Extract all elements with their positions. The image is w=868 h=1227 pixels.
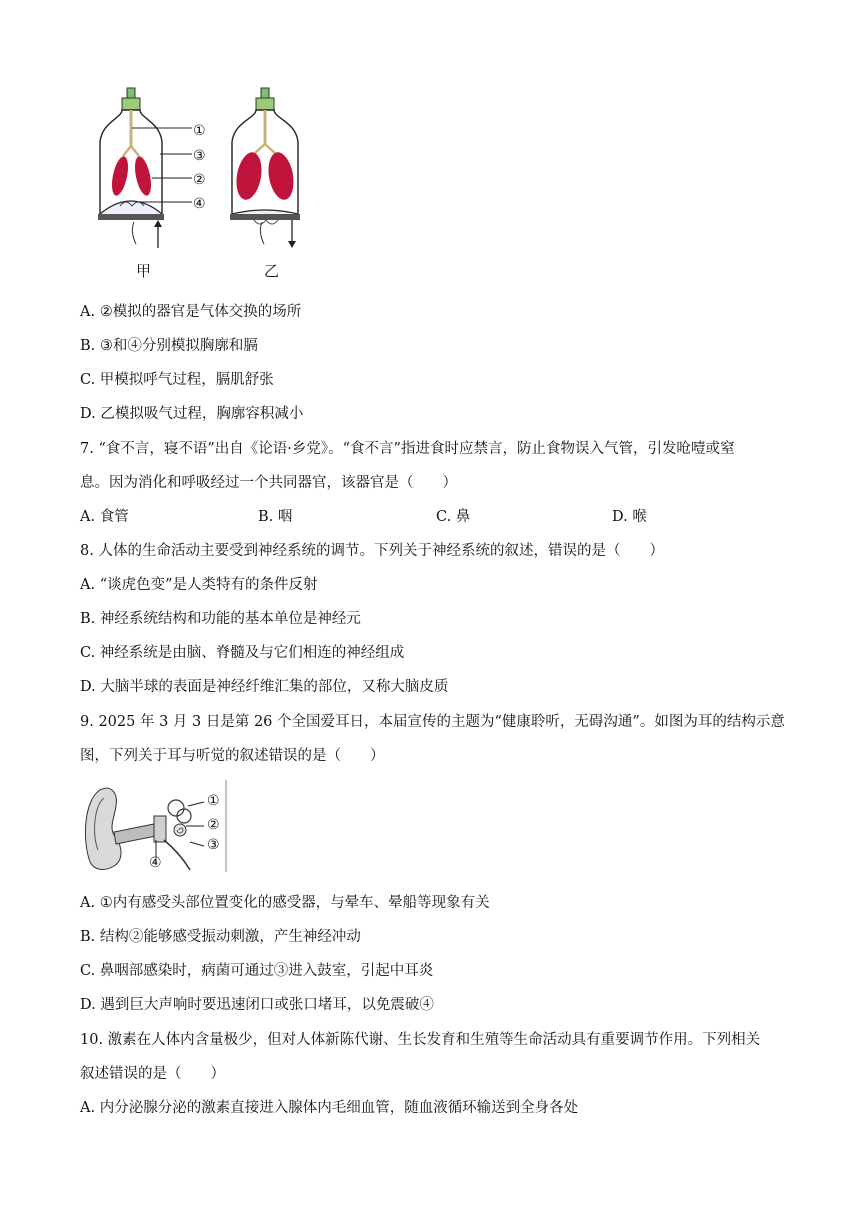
q10-stem-line1: 10. 激素在人体内含量极少，但对人体新陈代谢、生长发育和生殖等生命活动具有重要调节作用。下列相关 [80, 1032, 761, 1048]
marker-2: ② [193, 172, 206, 188]
q6-option-a: A. ②模拟的器官是气体交换的场所 [80, 304, 302, 320]
marker-1: ① [193, 123, 206, 139]
q9-option-d: D. 遇到巨大声响时要迅速闭口或张口堵耳，以免震破④ [80, 997, 434, 1013]
q9-option-a: A. ①内有感受头部位置变化的感受器，与晕车、晕船等现象有关 [80, 895, 490, 911]
q8-option-c: C. 神经系统是由脑、脊髓及与它们相连的神经组成 [80, 645, 405, 661]
q9-option-b: B. 结构②能够感受振动刺激，产生神经冲动 [80, 929, 361, 945]
q7-option-c: C. 鼻 [436, 509, 471, 525]
q9-stem-line1: 9. 2025 年 3 月 3 日是第 26 个全国爱耳日，本届宣传的主题为“健康聆听，无碍沟通”。如图为耳的结构示意 [80, 714, 785, 730]
figure-label-jia: 甲 [136, 262, 152, 280]
q8-stem: 8. 人体的生命活动主要受到神经系统的调节。下列关于神经系统的叙述，错误的是（ ） [80, 543, 664, 559]
q7-option-d: D. 喉 [612, 509, 647, 525]
q6-option-c: C. 甲模拟呼气过程，膈肌舒张 [80, 372, 274, 388]
ear-marker-2: ② [207, 817, 220, 833]
ear-marker-4: ④ [149, 855, 162, 871]
q10-stem-line2: 叙述错误的是（ ） [80, 1066, 225, 1082]
q6-option-d: D. 乙模拟吸气过程，胸廓容积减小 [80, 406, 304, 422]
q8-option-a: A. “谈虎色变”是人类特有的条件反射 [80, 577, 318, 593]
q8-option-d: D. 大脑半球的表面是神经纤维汇集的部位，又称大脑皮质 [80, 679, 449, 695]
bell-jar-model-figure-right [224, 84, 314, 260]
q6-option-b: B. ③和④分别模拟胸廓和膈 [80, 338, 258, 354]
q9-stem-line2: 图，下列关于耳与听觉的叙述错误的是（ ） [80, 748, 385, 764]
q7-option-a: A. 食管 [80, 509, 129, 525]
ear-marker-3: ③ [207, 837, 220, 853]
q7-option-b: B. 咽 [258, 509, 293, 525]
q9-option-c: C. 鼻咽部感染时，病菌可通过③进入鼓室，引起中耳炎 [80, 963, 434, 979]
marker-3: ③ [193, 148, 206, 164]
q7-stem-line2: 息。因为消化和呼吸经过一个共同器官，该器官是（ ） [80, 475, 457, 491]
ear-marker-1: ① [207, 793, 220, 809]
q7-stem-line1: 7. “食不言，寝不语”出自《论语·乡党》。“食不言”指进食时应禁言，防止食物误入气管，引发呛噎或窒 [80, 441, 735, 457]
figure-label-yi: 乙 [264, 262, 280, 280]
q8-option-b: B. 神经系统结构和功能的基本单位是神经元 [80, 611, 361, 627]
q10-option-a: A. 内分泌腺分泌的激素直接进入腺体内毛细血管，随血液循环输送到全身各处 [80, 1100, 579, 1116]
marker-4: ④ [193, 196, 206, 212]
